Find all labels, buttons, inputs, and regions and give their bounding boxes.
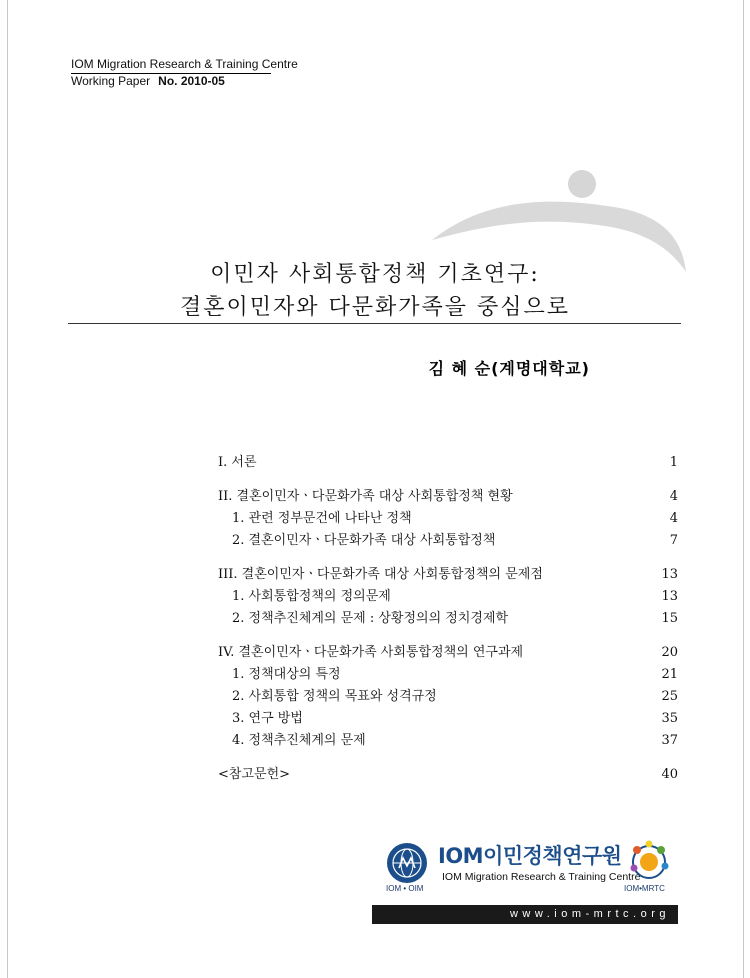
toc-page: 4 bbox=[669, 511, 678, 526]
toc-row-4-2 bbox=[218, 686, 678, 708]
toc-row-references bbox=[218, 764, 678, 786]
brand-subtitle: IOM Migration Research & Training Centre bbox=[442, 871, 641, 883]
toc-label: III. 결혼이민자ㆍ다문화가족 대상 사회통합정책의 문제점 bbox=[218, 567, 543, 582]
toc-label: 2. 결혼이민자ㆍ다문화가족 대상 사회통합정책 bbox=[232, 533, 496, 548]
brand-name: IOM이민정책연구원 bbox=[438, 844, 622, 868]
title-line-2: 결혼이민자와 다문화가족을 중심으로 bbox=[179, 295, 571, 320]
toc-label: 1. 관련 정부문건에 나타난 정책 bbox=[232, 511, 412, 526]
toc-row-3-1 bbox=[218, 586, 678, 608]
iom-mrtc-label: IOM•MRTC bbox=[624, 884, 665, 893]
toc-page: 15 bbox=[661, 611, 678, 626]
un-globe-icon bbox=[386, 842, 428, 884]
toc-page: 35 bbox=[661, 711, 678, 726]
header-series: Working Paper bbox=[71, 74, 151, 88]
toc-row-section-3 bbox=[218, 564, 678, 586]
toc-label: 2. 사회통합 정책의 목표와 성격규정 bbox=[232, 689, 437, 704]
toc-label: 1. 사회통합정책의 정의문제 bbox=[232, 589, 391, 604]
toc-label: I. 서론 bbox=[218, 455, 257, 470]
toc-page: 7 bbox=[669, 533, 678, 548]
page-border-left bbox=[7, 0, 8, 978]
toc-row-2-2 bbox=[218, 530, 678, 552]
toc-row-4-3 bbox=[218, 708, 678, 730]
toc-page: 4 bbox=[669, 489, 678, 504]
toc-label: IV. 결혼이민자ㆍ다문화가족 사회통합정책의 연구과제 bbox=[218, 645, 524, 660]
toc-row-section-4 bbox=[218, 642, 678, 664]
header-org: IOM Migration Research & Training Centre bbox=[71, 57, 298, 71]
toc-page: 13 bbox=[661, 567, 678, 582]
mrtc-emblem-icon bbox=[629, 840, 669, 882]
iom-mrtc-logo bbox=[386, 840, 676, 900]
paper-header bbox=[71, 57, 298, 89]
toc-label: <참고문헌> bbox=[218, 767, 291, 782]
header-number: No. 2010-05 bbox=[158, 74, 225, 88]
toc-row-section-1 bbox=[218, 452, 678, 474]
toc-label: 3. 연구 방법 bbox=[232, 711, 303, 726]
toc-label: II. 결혼이민자ㆍ다문화가족 대상 사회통합정책 현황 bbox=[218, 489, 513, 504]
page-border-right bbox=[743, 0, 744, 978]
toc-page: 37 bbox=[661, 733, 678, 748]
website-url: www.iom-mrtc.org bbox=[372, 905, 678, 924]
toc-label: 4. 정책추진체계의 문제 bbox=[232, 733, 366, 748]
toc-page: 21 bbox=[661, 667, 678, 682]
toc-row-section-2 bbox=[218, 486, 678, 508]
iom-oim-label: IOM • OIM bbox=[386, 884, 424, 893]
toc-row-4-4 bbox=[218, 730, 678, 752]
toc-page: 25 bbox=[661, 689, 678, 704]
title-rule bbox=[68, 323, 681, 324]
toc-label: 1. 정책대상의 특정 bbox=[232, 667, 341, 682]
toc-page: 40 bbox=[661, 767, 678, 782]
title-line-1: 이민자 사회통합정책 기초연구: bbox=[210, 262, 540, 287]
toc-row-2-1 bbox=[218, 508, 678, 530]
table-of-contents bbox=[218, 452, 678, 786]
toc-row-3-2 bbox=[218, 608, 678, 630]
author: 김 혜 순(계명대학교) bbox=[428, 359, 590, 378]
toc-page: 20 bbox=[661, 645, 678, 660]
toc-row-4-1 bbox=[218, 664, 678, 686]
toc-page: 1 bbox=[669, 455, 678, 470]
toc-page: 13 bbox=[661, 589, 678, 604]
header-series-line bbox=[71, 74, 298, 89]
toc-label: 2. 정책추진체계의 문제 : 상황정의의 정치경제학 bbox=[232, 611, 509, 626]
